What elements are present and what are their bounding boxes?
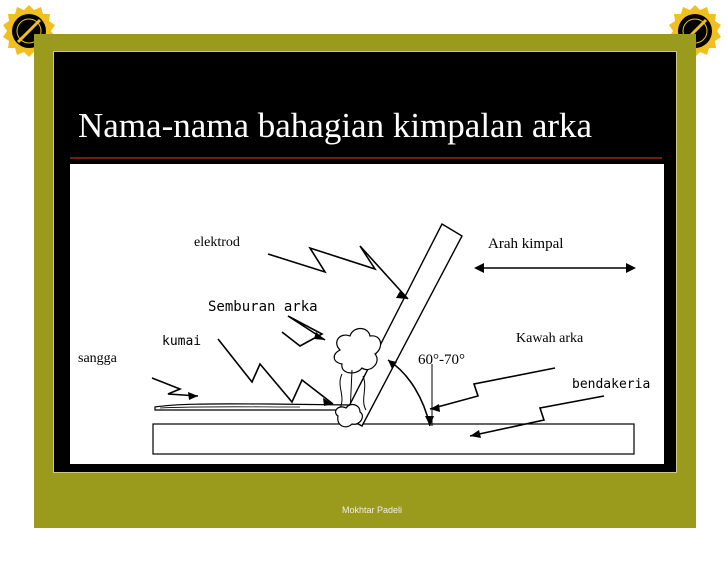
angle-arc [388,360,430,426]
leader-elektrod [268,246,408,299]
slide-title: Nama-nama bahagian kimpalan arka [78,106,593,145]
leader-kawah [430,368,555,409]
electrode [344,224,462,426]
arc-spray [334,329,380,373]
label-semburan-arka: Semburan arka [208,299,318,315]
weld-pool [336,405,363,427]
leader-bendakerja [470,396,604,436]
leader-kumai [218,339,333,404]
workpiece [153,424,634,454]
footer-author: Mokhtar Padeli [342,505,403,515]
welding-diagram [70,164,664,464]
welding-diagram-svg [70,164,664,464]
label-kumai: kumai [162,334,202,349]
label-sangga: sangga [78,351,117,366]
label-elektrod: elektrod [194,235,240,250]
label-angle: 60°-70° [418,352,465,368]
title-divider [70,157,662,159]
label-kawah-arka: Kawah arka [516,331,584,346]
label-bendakerja: bendakeria [572,377,651,392]
leader-semburan [282,316,325,346]
label-arah-kimpal: Arah kimpal [488,236,564,252]
